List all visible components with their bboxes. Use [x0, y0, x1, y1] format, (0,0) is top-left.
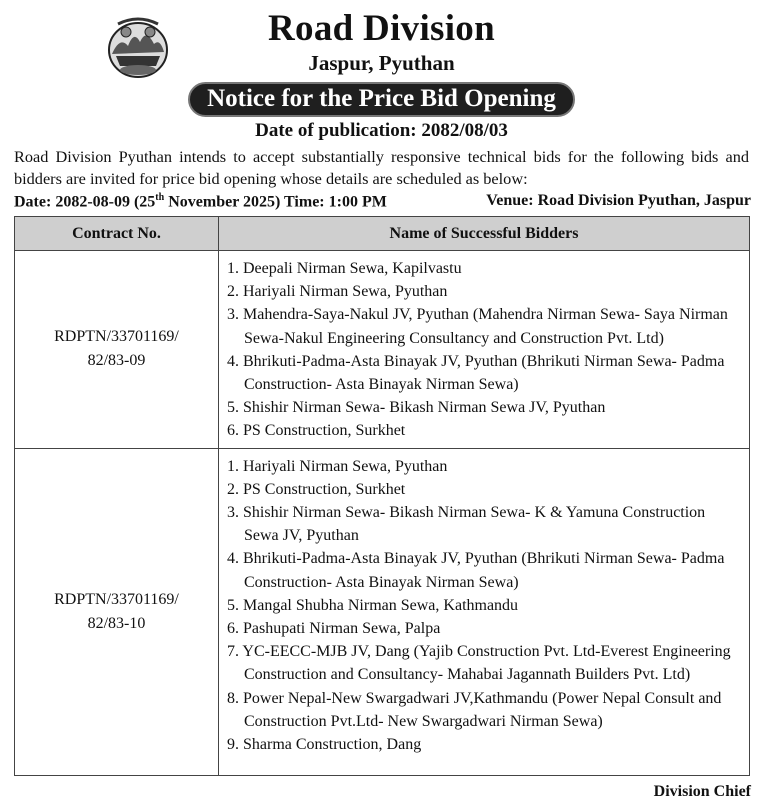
- schedule-date-time: Date: 2082-08-09 (25th November 2025) Time: 1:00 PM: [14, 192, 387, 211]
- list-item: 3. Mahendra-Saya-Nakul JV, Pyuthan (Mahendra Nirman Sewa- Saya Nirman Sewa-Nakul Engineering Consultancy and Construction Pvt. Ltd): [227, 306, 728, 347]
- list-item: 1. Hariyali Nirman Sewa, Pyuthan: [227, 457, 448, 475]
- list-item: 3. Shishir Nirman Sewa- Bikash Nirman Sewa- K & Yamuna Construction Sewa JV, Pyuthan: [227, 504, 706, 545]
- contract-number-cell: RDPTN/33701169/ 82/83-10: [15, 448, 219, 775]
- table-row: [15, 251, 750, 449]
- list-item: 2. PS Construction, Surkhet: [227, 480, 406, 498]
- notice-banner: Notice for the Price Bid Opening: [188, 82, 575, 117]
- bidders-cell: [219, 448, 750, 775]
- schedule-line: [14, 192, 751, 211]
- office-location: Jaspur, Pyuthan: [308, 51, 455, 75]
- list-item: 4. Bhrikuti-Padma-Asta Binayak JV, Pyuthan (Bhrikuti Nirman Sewa- Padma Construction- Asta Binayak Nirman Sewa): [227, 550, 725, 591]
- list-item: 8. Power Nepal-New Swargadwari JV,Kathmandu (Power Nepal Consult and Construction Pvt.Ltd- New Swargadwari Nirman Sewa): [227, 689, 722, 730]
- signatory: Division Chief: [653, 783, 751, 800]
- list-item: 4. Bhrikuti-Padma-Asta Binayak JV, Pyuthan (Bhrikuti Nirman Sewa- Padma Construction- Asta Binayak Nirman Sewa): [227, 352, 725, 394]
- table-row: [15, 448, 750, 775]
- schedule-venue: Venue: Road Division Pyuthan, Jaspur: [486, 192, 751, 209]
- list-item: 5. Shishir Nirman Sewa- Bikash Nirman Sewa JV, Pyuthan: [227, 399, 606, 417]
- list-item: 5. Mangal Shubha Nirman Sewa, Kathmandu: [227, 596, 519, 614]
- table-header-row: [15, 217, 750, 251]
- bidders-list: [227, 455, 743, 757]
- bidders-cell: [219, 251, 750, 449]
- column-header-contract: Contract No.: [15, 217, 219, 251]
- column-header-bidders: Name of Successful Bidders: [219, 217, 750, 251]
- list-item: 9. Sharma Construction, Dang: [227, 736, 422, 754]
- office-title: Road Division: [268, 8, 495, 49]
- publication-date: Date of publication: 2082/08/03: [255, 120, 508, 141]
- list-item: 7. YC-EECC-MJB JV, Dang (Yajib Construction Pvt. Ltd-Everest Engineering Construction and Consultancy- Mahabai Jagannath Builders Pvt. Ltd): [227, 643, 731, 684]
- intro-paragraph: Road Division Pyuthan intends to accept substantially responsive technical bids for the following bids and bidders are invited for price bid opening whose details are scheduled as below:: [14, 147, 749, 188]
- contract-number-cell: RDPTN/33701169/ 82/83-09: [15, 251, 219, 449]
- bidders-list: [227, 257, 743, 443]
- bidders-table: [14, 216, 750, 776]
- list-item: 6. PS Construction, Surkhet: [227, 422, 406, 440]
- list-item: 6. Pashupati Nirman Sewa, Palpa: [227, 620, 441, 638]
- list-item: 1. Deepali Nirman Sewa, Kapilvastu: [227, 260, 462, 277]
- list-item: 2. Hariyali Nirman Sewa, Pyuthan: [227, 283, 448, 301]
